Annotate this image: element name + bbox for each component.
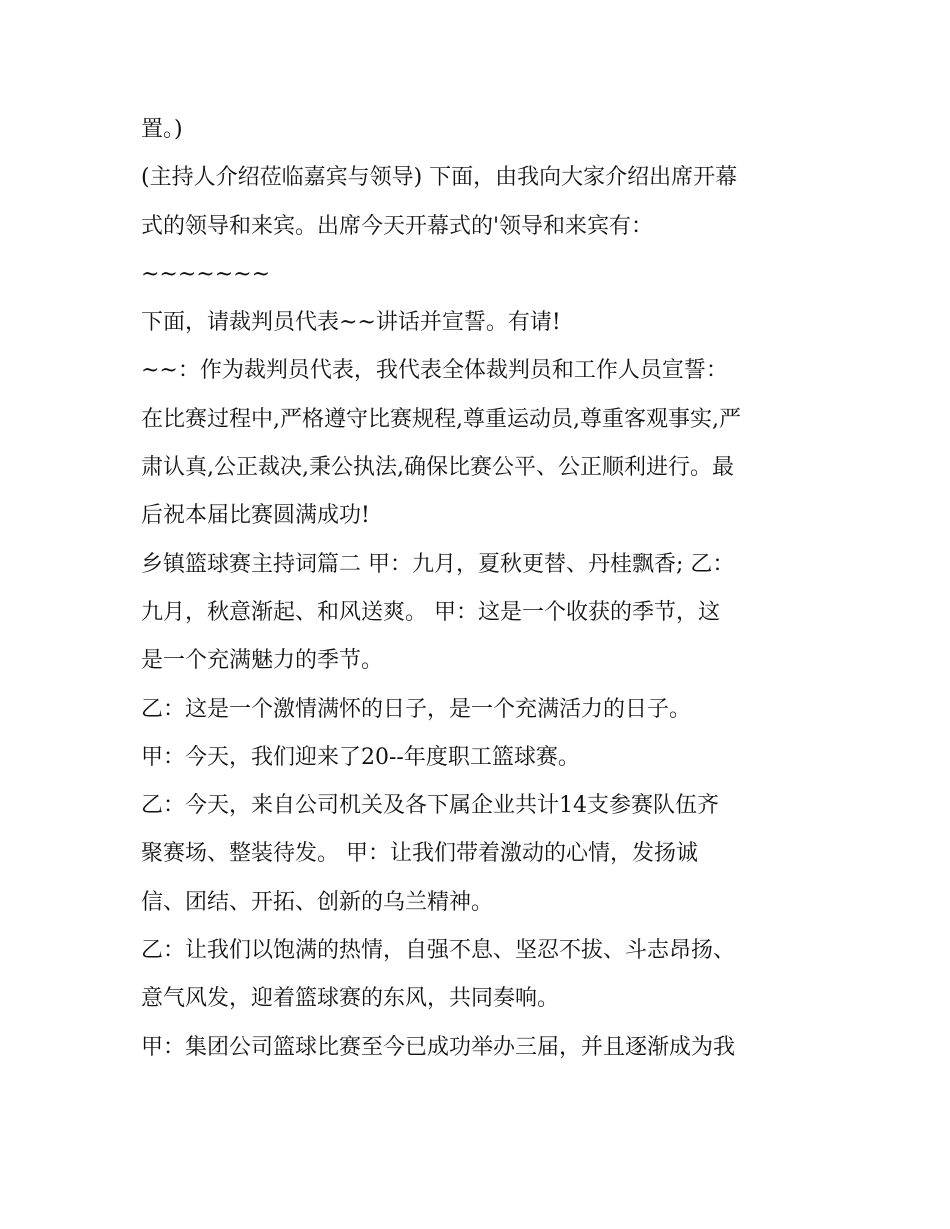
text-line: 信、团结、开拓、创新的乌兰精神。 <box>141 889 494 915</box>
text-line: 后祝本届比赛圆满成功! <box>141 503 370 529</box>
text-line: 置。) <box>141 117 183 142</box>
text-line: ~~~~~~~ <box>141 261 271 287</box>
text-line: 下面，请裁判员代表~~讲话并宣誓。有请! <box>141 310 561 336</box>
text-line: 甲：集团公司篮球比赛至今已成功举办三届，并且逐渐成为我 <box>141 1034 736 1060</box>
text-line: ~~：作为裁判员代表，我代表全体裁判员和工作人员宣誓： <box>141 358 728 384</box>
text-line: 乡镇篮球赛主持词篇二 甲：九月，夏秋更替、丹桂飘香; 乙： <box>141 551 735 577</box>
text-line: (主持人介绍莅临嘉宾与领导) 下面，由我向大家介绍出席开幕 <box>141 165 738 191</box>
text-line: 意气风发，迎着篮球赛的东风，共同奏响。 <box>141 986 560 1012</box>
text-line: 乙：今天，来自公司机关及各下属企业共计14支参赛队伍齐 <box>141 793 719 819</box>
text-line: 九月，秋意渐起、和风送爽。 甲：这是一个收获的季节，这 <box>141 599 720 625</box>
text-line: 是一个充满魅力的季节。 <box>141 648 384 674</box>
text-line: 式的领导和来宾。出席今天开幕式的'领导和来宾有： <box>141 213 654 239</box>
document-body <box>141 106 821 1072</box>
text-line: 乙：这是一个激情满怀的日子，是一个充满活力的日子。 <box>141 696 692 722</box>
text-line: 在比赛过程中,严格遵守比赛规程,尊重运动员,尊重客观事实,严 <box>141 406 741 432</box>
text-line: 乙：让我们以饱满的热情，自强不息、坚忍不拔、斗志昂扬、 <box>141 938 736 964</box>
text-line: 聚赛场、整装待发。 甲：让我们带着激动的心情，发扬诚 <box>141 841 698 867</box>
text-line: 甲：今天，我们迎来了20--年度职工篮球赛。 <box>141 744 580 770</box>
text-line: 肃认真,公正裁决,秉公执法,确保比赛公平、公正顺利进行。最 <box>141 455 734 481</box>
